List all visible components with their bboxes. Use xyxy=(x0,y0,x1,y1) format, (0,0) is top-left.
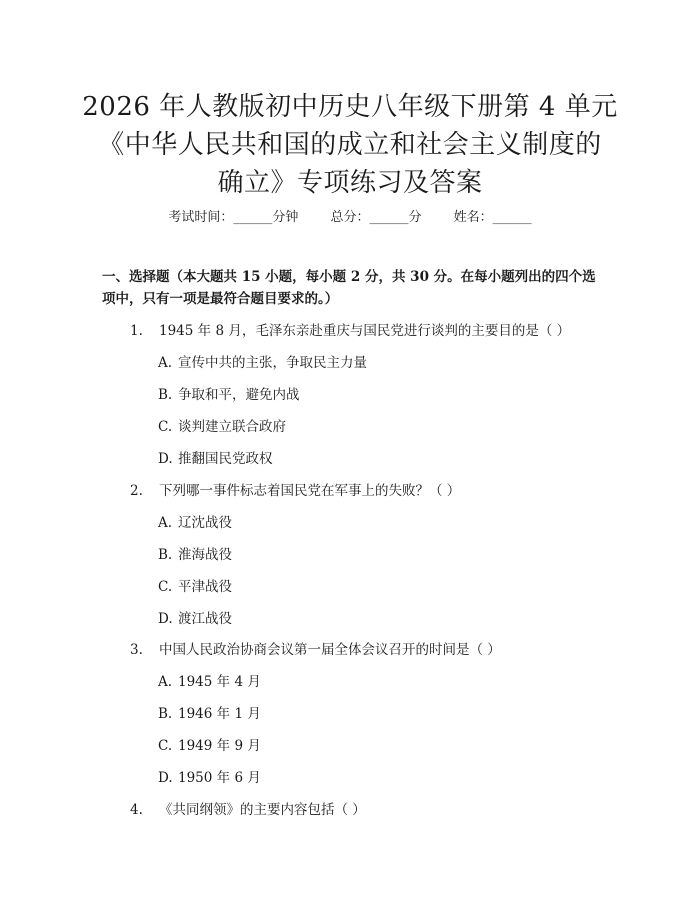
question-3-option-a xyxy=(158,670,261,690)
section-heading: 一、选择题（本大题共 15 小题，每小题 2 分，共 30 分。在每小题列出的四个选项中，只有一项是最符合题目要求的。） xyxy=(102,269,596,307)
student-name-field: 姓名：______ xyxy=(453,210,532,225)
question-text: 《共同纲领》的主要内容包括（ ） xyxy=(159,802,366,818)
question-3 xyxy=(130,638,501,658)
title-line-2: 《中华人民共和国的成立和社会主义制度的 xyxy=(98,130,602,160)
question-2-option-a xyxy=(158,511,232,531)
option-text: 推翻国民党政权 xyxy=(178,451,273,467)
question-4 xyxy=(130,798,366,818)
question-1-option-d xyxy=(158,447,273,467)
option-text: 1950 年 6 月 xyxy=(178,770,261,786)
option-letter: A. xyxy=(158,355,173,371)
option-text: 1946 年 1 月 xyxy=(178,706,261,722)
option-letter: C. xyxy=(158,419,173,435)
question-1-option-c xyxy=(158,415,286,435)
question-text: 1945 年 8 月，毛泽东亲赴重庆与国民党进行谈判的主要目的是（ ） xyxy=(159,323,571,339)
question-1-option-b xyxy=(158,383,300,403)
option-text: 1949 年 9 月 xyxy=(178,738,261,754)
option-letter: D. xyxy=(158,451,173,467)
question-2 xyxy=(130,479,460,499)
title-line-3: 确立》专项练习及答案 xyxy=(217,168,483,198)
title-line-1: 2026 年人教版初中历史八年级下册第 4 单元 xyxy=(82,92,618,122)
exam-meta xyxy=(0,206,700,225)
option-letter: A. xyxy=(158,674,173,690)
option-text: 渡江战役 xyxy=(178,611,232,627)
option-letter: C. xyxy=(158,738,173,754)
option-letter: C. xyxy=(158,579,173,595)
option-letter: B. xyxy=(158,706,173,722)
question-1 xyxy=(130,319,570,339)
question-2-option-c xyxy=(158,575,232,595)
exam-time-field: 考试时间：______分钟 xyxy=(168,210,299,225)
option-letter: D. xyxy=(158,770,173,786)
question-3-option-d xyxy=(158,766,261,786)
option-text: 谈判建立联合政府 xyxy=(178,419,286,435)
question-2-option-d xyxy=(158,607,232,627)
question-number: 4. xyxy=(130,802,143,818)
question-number: 2. xyxy=(130,483,143,499)
option-text: 宣传中共的主张，争取民主力量 xyxy=(178,355,367,371)
option-text: 争取和平，避免内战 xyxy=(178,387,300,403)
option-text: 辽沈战役 xyxy=(178,515,232,531)
option-letter: D. xyxy=(158,611,173,627)
question-3-option-b xyxy=(158,702,261,722)
question-1-option-a xyxy=(158,351,367,371)
option-text: 1945 年 4 月 xyxy=(178,674,261,690)
question-2-option-b xyxy=(158,543,232,563)
question-number: 1. xyxy=(130,323,143,339)
option-letter: B. xyxy=(158,547,173,563)
question-text: 下列哪一事件标志着国民党在军事上的失败？（ ） xyxy=(159,483,461,499)
total-score-field: 总分：______分 xyxy=(330,210,422,225)
document-title xyxy=(0,88,700,202)
option-text: 平津战役 xyxy=(178,579,232,595)
option-letter: B. xyxy=(158,387,173,403)
option-letter: A. xyxy=(158,515,173,531)
question-text: 中国人民政治协商会议第一届全体会议召开的时间是（ ） xyxy=(159,642,501,658)
question-number: 3. xyxy=(130,642,143,658)
question-3-option-c xyxy=(158,734,261,754)
option-text: 淮海战役 xyxy=(178,547,232,563)
